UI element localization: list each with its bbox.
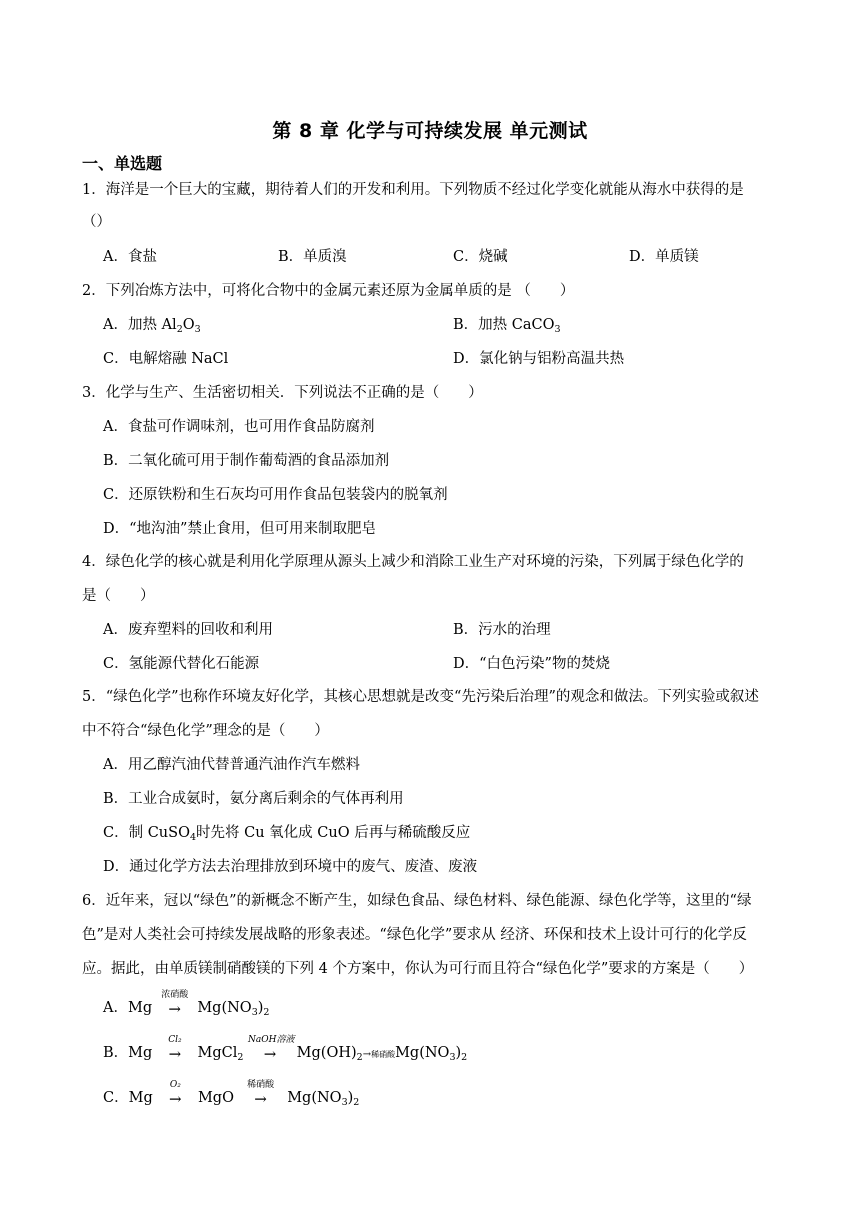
- q2-option-c: C．电解熔融 NaCl: [103, 351, 229, 367]
- q2-option-d: D．氯化钠与铝粉高温共热: [453, 351, 625, 367]
- q4-stem-line2: 是（ ）: [82, 588, 155, 604]
- q6-stem-line3: 应。据此，由单质镁制硝酸镁的下列 4 个方案中，你认为可行而且符合“绿色化学”要求的方案是（ ）: [82, 961, 754, 977]
- q6-option-a: A．Mg 浓硝酸 → $Mg(NO_3)_2$: [103, 990, 270, 1018]
- q3-option-b: B．二氧化硫可用于制作葡萄酒的食品添加剂: [103, 453, 390, 469]
- q6-stem-line1: 6．近年来，冠以“绿色”的新概念不断产生，如绿色食品、绿色材料、绿色能源、绿色化学等，这里的“绿: [82, 893, 752, 909]
- q2-option-b: B．加热 CaCO$_3$: [453, 317, 561, 335]
- q6-option-b: B．Mg Cl₂ → MgCl$_2$ NaOH溶液 → $Mg(OH)_2\to$稀硝酸$Mg(NO_3)_2$: [103, 1035, 468, 1063]
- q1-option-d: D．单质镁: [629, 249, 699, 265]
- page-title: 第 8 章 化学与可持续发展 单元测试: [272, 120, 588, 142]
- q3-option-a: A．食盐可作调味剂，也可用作食品防腐剂: [103, 419, 375, 435]
- reaction-arrow-icon: →: [362, 1049, 372, 1060]
- q3-stem: 3．化学与生产、生活密切相关．下列说法不正确的是（ ）: [82, 385, 483, 401]
- q5-option-c: C．制 CuSO$_4$时先将 Cu 氧化成 CuO 后再与稀硫酸反应: [103, 825, 471, 843]
- reaction-arrow-icon: O₂ →: [169, 1080, 182, 1108]
- q4-stem-line1: 4．绿色化学的核心就是利用化学原理从源头上减少和消除工业生产对环境的污染，下列属于绿色化学的: [82, 554, 744, 570]
- q5-option-b: B．工业合成氨时，氨分离后剩余的气体再利用: [103, 791, 404, 807]
- q6-option-c: C．Mg O₂ → MgO 稀硝酸 → $Mg(NO_3)_2$: [103, 1080, 360, 1108]
- q1-option-b: B．单质溴: [278, 249, 347, 265]
- q4-option-d: D．“白色污染”物的焚烧: [453, 656, 610, 672]
- q3-option-c: C．还原铁粉和生石灰均可用作食品包装袋内的脱氧剂: [103, 487, 448, 503]
- q2-option-a: A．加热 $Al_2O_3$: [103, 317, 201, 335]
- q6-stem-line2: 色”是对人类社会可持续发展战略的形象表述。“绿色化学”要求从 经济、环保和技术上设计可行的化学反: [82, 927, 747, 943]
- q1-stem-line2: （）: [82, 214, 111, 230]
- q5-stem-line2: 中不符合“绿色化学”理念的是（ ）: [82, 723, 329, 739]
- q5-stem-line1: 5．“绿色化学”也称作环境友好化学，其核心思想就是改变“先污染后治理”的观念和做法。下列实验或叙述: [82, 689, 759, 705]
- q5-option-a: A．用乙醇汽油代替普通汽油作汽车燃料: [103, 757, 360, 773]
- q1-stem-line1: 1．海洋是一个巨大的宝藏，期待着人们的开发和利用。下列物质不经过化学变化就能从海水中获得的是: [82, 182, 744, 198]
- q5-option-d: D．通过化学方法去治理排放到环境中的废气、废渣、废液: [103, 859, 478, 875]
- q4-option-a: A．废弃塑料的回收和利用: [103, 622, 273, 638]
- section-heading: 一、单选题: [82, 154, 163, 173]
- q1-option-c: C．烧碱: [453, 249, 508, 265]
- reaction-arrow-icon: NaOH溶液 →: [248, 1035, 295, 1063]
- q2-stem: 2．下列冶炼方法中，可将化合物中的金属元素还原为金属单质的是 （ ）: [82, 283, 575, 299]
- reaction-arrow-icon: 稀硝酸 →: [247, 1080, 275, 1108]
- reaction-arrow-icon: 浓硝酸 →: [161, 990, 189, 1018]
- q4-option-c: C．氢能源代替化石能源: [103, 656, 260, 672]
- q3-option-d: D．“地沟油”禁止食用，但可用来制取肥皂: [103, 521, 376, 537]
- q4-option-b: B．污水的治理: [453, 622, 551, 638]
- q1-option-a: A．食盐: [103, 249, 157, 265]
- reaction-arrow-icon: Cl₂ →: [168, 1035, 182, 1063]
